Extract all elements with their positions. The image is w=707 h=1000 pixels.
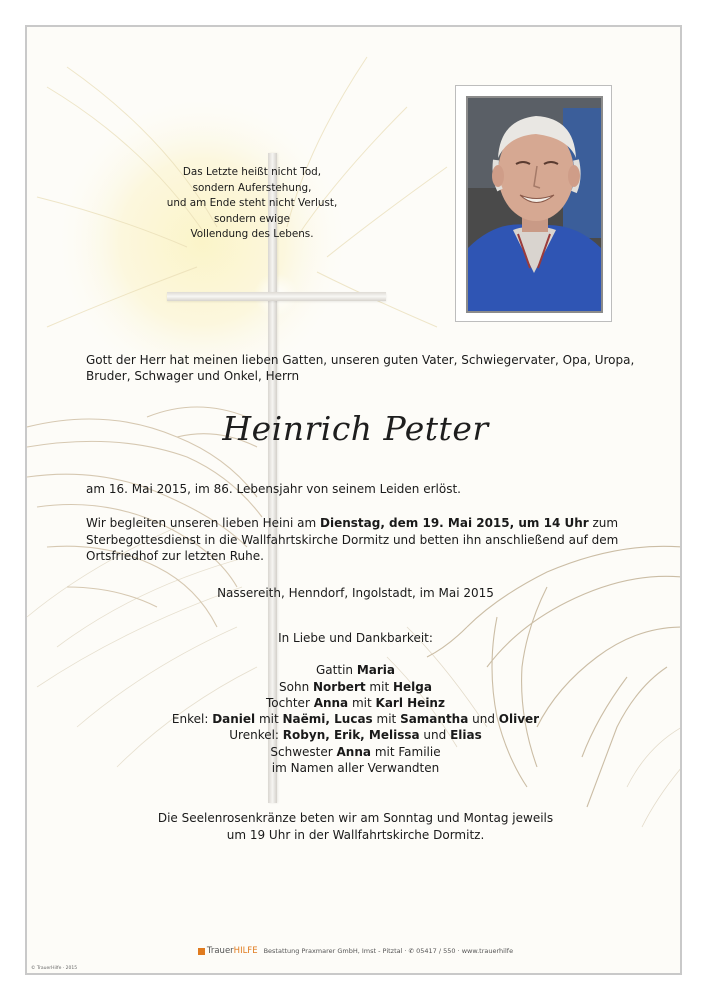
- funeral-text: Wir begleiten unseren lieben Heini am: [86, 516, 320, 530]
- mourner-name: Elias: [450, 728, 482, 743]
- trauerhilfe-logo-icon: [198, 948, 205, 955]
- quote-line: und am Ende steht nicht Verlust,: [166, 197, 338, 209]
- intro-text: Gott der Herr hat meinen lieben Gatten, unseren guten Vater, Schwiegervater, Opa, Uropa, Bruder, Schwager und Onkel, Herrn: [86, 353, 635, 383]
- quote-line: Vollendung des Lebens.: [190, 228, 314, 240]
- connector-text: und: [468, 712, 499, 727]
- mourner-line-enkel: [27, 711, 682, 727]
- relation-label: Gattin: [316, 663, 357, 678]
- mourner-name: Robyn, Erik, Melissa: [282, 728, 420, 743]
- quote-line: sondern ewige: [213, 212, 291, 225]
- deceased-name: Heinrich Petter: [222, 409, 489, 448]
- relation-label: Enkel:: [171, 712, 213, 727]
- mourner-line-schwester: [27, 744, 682, 760]
- funeral-text: zum Sterbegottesdienst in die Wallfahrtskirche Dormitz und betten ihn anschließend auf dem Ortsfriedhof zur letzten Ruhe.: [86, 516, 619, 563]
- connector-text: mit: [255, 712, 283, 727]
- connector-text: mit: [372, 712, 401, 727]
- connector-text: mit Familie: [371, 744, 441, 759]
- relation-label: Schwester: [270, 744, 337, 759]
- footer-text: Bestattung Praxmarer GmbH, Imst - Pitztal · ✆ 05417 / 550 · www.trauerhilfe: [263, 947, 514, 955]
- place-date: Nassereith, Henndorf, Ingolstadt, im Mai 2015: [217, 586, 494, 600]
- mourner-line-closing: im Namen aller Verwandten: [271, 761, 440, 776]
- connector-text: mit: [348, 695, 376, 710]
- mourner-name: Oliver: [498, 712, 540, 727]
- trauerhilfe-logo: [207, 946, 258, 956]
- death-note: am 16. Mai 2015, im 86. Lebensjahr von seinem Leiden erlöst.: [86, 482, 461, 496]
- connector-text: mit: [365, 679, 393, 694]
- rosary-notice: [27, 810, 682, 843]
- mourner-name: Anna: [336, 744, 371, 759]
- mourner-name: Naëmi, Lucas: [282, 712, 373, 727]
- copyright-note: © TrauerHilfe · 2015: [31, 966, 78, 971]
- quote-line: sondern Auferstehung,: [192, 181, 312, 194]
- footer-imprint: [27, 946, 682, 956]
- mourner-line-urenkel: [27, 727, 682, 743]
- obituary-card: [25, 25, 682, 975]
- portrait-frame: [455, 85, 612, 322]
- mourner-name: Samantha: [400, 712, 469, 727]
- relation-label: Urenkel:: [229, 728, 283, 743]
- rosary-line: Die Seelenrosenkränze beten wir am Sonntag und Montag jeweils: [157, 811, 554, 825]
- mourner-line-tochter: [27, 695, 682, 711]
- mourner-name: Helga: [392, 679, 432, 694]
- mourners-lead: In Liebe und Dankbarkeit:: [278, 631, 433, 645]
- mourner-name: Norbert: [313, 679, 366, 694]
- quote-line: Das Letzte heißt nicht Tod,: [182, 166, 322, 178]
- rosary-line: um 19 Uhr in der Wallfahrtskirche Dormitz.: [226, 827, 485, 842]
- quote-block: [162, 165, 342, 243]
- relation-label: Sohn: [279, 679, 314, 694]
- mourner-name: Daniel: [212, 712, 256, 727]
- connector-text: und: [419, 728, 451, 743]
- logo-text: Trauer: [206, 946, 234, 956]
- mourner-name: Anna: [313, 695, 349, 710]
- mourner-line-sohn: [27, 679, 682, 695]
- mourners-list: [27, 630, 682, 776]
- funeral-notice: [86, 515, 646, 565]
- relation-label: Tochter: [266, 695, 314, 710]
- portrait-photo: [466, 96, 603, 313]
- mourner-name: Karl Heinz: [375, 695, 445, 710]
- funeral-date: Dienstag, dem 19. Mai 2015, um 14 Uhr: [320, 516, 589, 530]
- logo-text-accent: HILFE: [233, 946, 258, 956]
- cross-horizontal-beam: [167, 292, 386, 301]
- mourner-line-gattin: [27, 662, 682, 678]
- mourner-name: Maria: [356, 663, 395, 678]
